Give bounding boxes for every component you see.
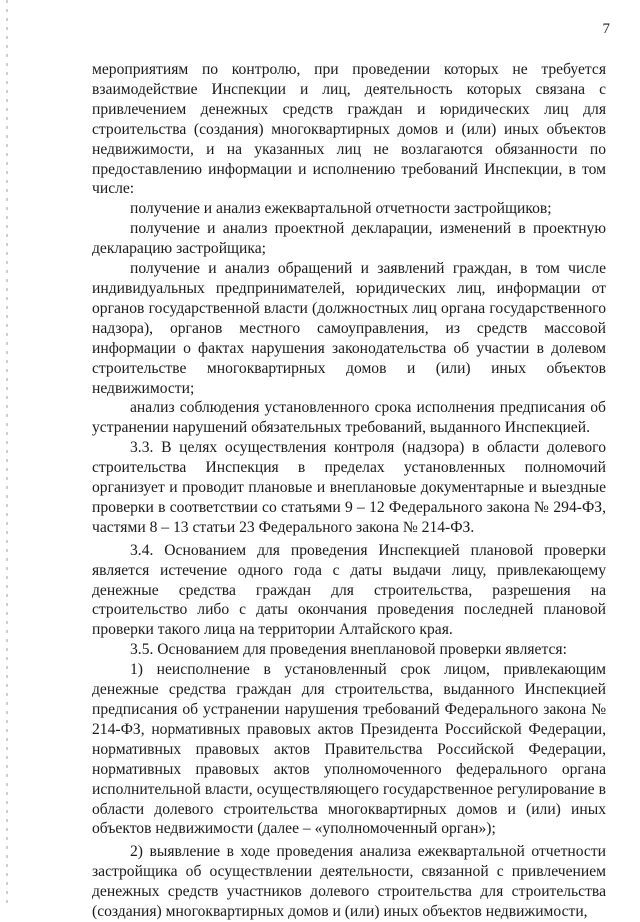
paragraph: получение и анализ ежеквартальной отчетности застройщиков; bbox=[130, 200, 552, 218]
paragraph: получение и анализ проектной декларации, изменений в проектную декларацию застройщика; bbox=[92, 220, 606, 258]
paragraph: мероприятиям по контролю, при проведении которых не требуется взаимодействие Инспекции и лиц, деятельность которых связана с привлечением денежных средств граждан и юридических лиц для строительства (создания) многоквартирных домов и (или) иных объектов недвижимости, и на указанных лиц не возлагаются обязанности по предоставлению информации и исполнению требований Инспекции, в том числе: bbox=[92, 61, 606, 198]
scan-edge-artifact bbox=[6, 0, 8, 905]
document-body bbox=[92, 60, 606, 922]
paragraph: 3.4. Основанием для проведения Инспекцией плановой проверки является истечение одного года с даты выдачи лицу, привлекающему денежные средства граждан для строительства, разрешения на строительство либо с даты окончания проведения последней плановой проверки такого лица на территории Алтайского края. bbox=[92, 541, 606, 639]
paragraph: 3.3. В целях осуществления контроля (надзора) в области долевого строительства Инспекция в пределах установленных полномочий организует и проводит плановые и внеплановые документарные и выездные проверки в соответствии со статьями 9 – 12 Федерального закона № 294-ФЗ, частями 8 – 13 статьи 23 Федерального закона № 214-ФЗ. bbox=[92, 439, 606, 536]
page-number: 7 bbox=[602, 21, 610, 37]
paragraph: получение и анализ обращений и заявлений граждан, в том числе индивидуальных предпринимателей, юридических лиц, информации от органов государственной власти (должностных лиц органа государственного надзора), органов местного самоуправления, из средств массовой информации о фактах нарушения законодательства об участии в долевом строительстве многоквартирных домов и (или) иных объектов недвижимости; bbox=[92, 260, 606, 397]
paragraph: 2) выявление в ходе проведения анализа ежеквартальной отчетности застройщика об осуществлении деятельности, связанной с привлечением денежных средств участников долевого строительства для строительства (создания) многоквартирных домов и (или) иных объектов недвижимости, bbox=[92, 843, 606, 921]
paragraph: 3.5. Основанием для проведения внеплановой проверки является: bbox=[130, 641, 567, 659]
paragraph: анализ соблюдения установленного срока исполнения предписания об устранении нарушений обязательных требований, выданного Инспекцией. bbox=[92, 399, 606, 437]
paragraph: 1) неисполнение в установленный срок лицом, привлекающим денежные средства граждан для строительства, выданного Инспекцией предписания об устранении нарушения требований Федерального закона № 214-ФЗ, нормативных правовых актов Президента Российской Федерации, нормативных правовых актов Правительства Российской Федерации, нормативных правовых актов уполномоченного федерального органа исполнительной власти, осуществляющего государственное регулирование в области долевого строительства многоквартирных домов и (или) иных объектов недвижимости (далее – «уполномоченный орган»); bbox=[92, 661, 606, 838]
